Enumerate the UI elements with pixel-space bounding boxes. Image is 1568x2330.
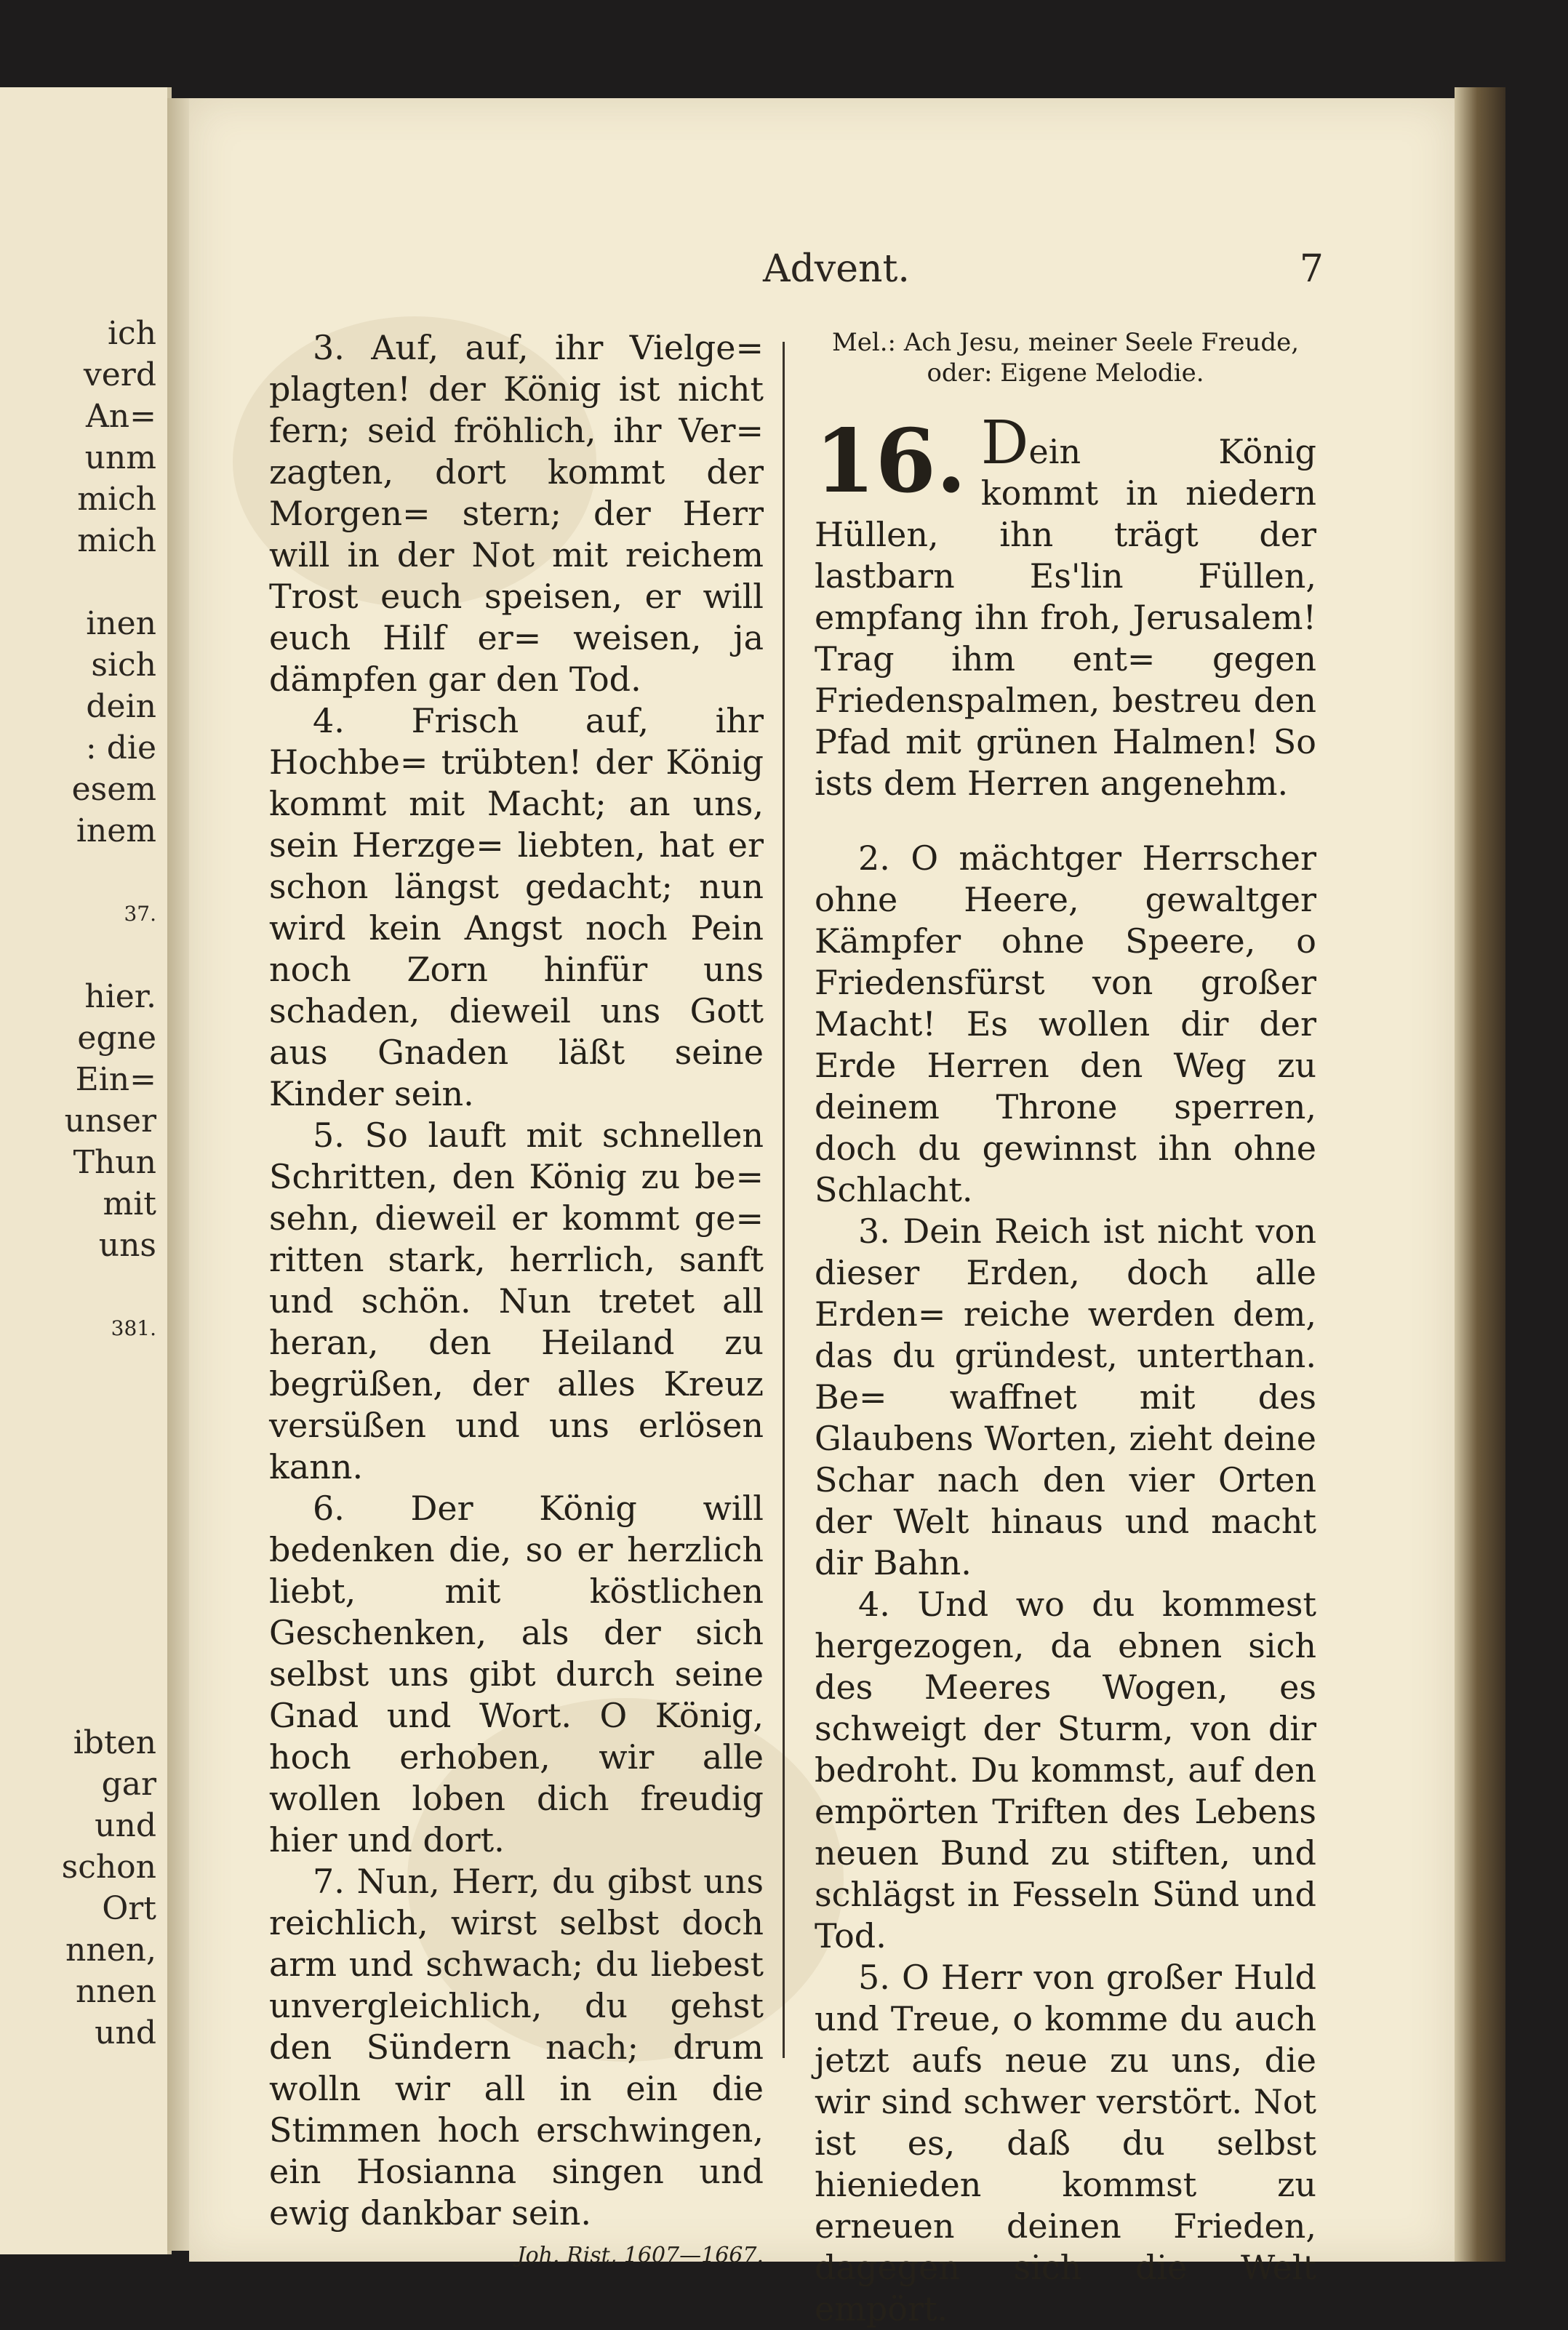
left-page-fragment: unm [84,439,156,476]
melody-alt-line: oder: Eigene Melodie. [927,359,1204,388]
hymn-verse: 3. Dein Reich ist nicht von dieser Erden, doch alle Erden= reiche werden dem, das du gründest, unterthan. Be= waffnet mit des Glaubens Worten, zieht deine Schar nach den vier Orten der Welt hinaus und macht dir Bahn. [815,1212,1316,1582]
left-page-fragment: verd [83,356,156,393]
left-page-fragment: unser [64,1102,156,1140]
hymn-author: Joh. Rist, 1607—1667. [516,2243,764,2268]
right-text-column [815,327,1316,2330]
hymn-verse: 4. Frisch auf, ihr Hochbe= trübten! der König kommt mit Macht; an uns, sein Herzge= liebten, hat er schon längst gedacht; nun wird kein Angst noch Pein noch Zorn hinfür uns schaden, dieweil uns Gott aus Gnaden läßt seine Kinder sein. [269,701,764,1113]
left-page-fragment [0,1681,156,1722]
left-page-fragment: ich [107,315,156,352]
left-page-fragment: 37. [124,902,156,926]
left-page-fragment: inen [86,605,156,642]
left-page-fragment: Ort [102,1890,156,1927]
hymn-verse: 7. Nun, Herr, du gibst uns reichlich, wirst selbst doch arm und schwach; du liebest unvergleichlich, du gehst den Sündern nach; drum wolln wir all in ein die Stimmen hoch erschwingen, ein Hosianna singen und ewig dankbar sein. [269,1862,764,2233]
left-page-fragment: Thun [73,1144,156,1181]
left-page-text-fragments [0,313,156,2054]
left-page-fragment [0,1349,156,1390]
left-page-fragment [0,1432,156,1473]
left-page-fragment [0,1473,156,1515]
hymn-number: 16. [815,410,967,513]
hymn-verse: 2. O mächtger Herrscher ohne Heere, gewaltger Kämpfer ohne Speere, o Friedensfürst von großer Macht! Es wollen dir der Erde Herren den Weg zu deinem Throne sperren, doch du gewinnst ihn ohne Schlacht. [815,838,1316,1209]
first-verse-text: ein König kommt in niedern Hüllen, ihn trägt der lastbarn Es'lin Füllen, empfang ihn froh, Jerusalem! Trag ihm ent= gegen Friedenspalmen, bestreu den Pfad mit grünen Halmen! So ists dem Herren angenehm. [815,432,1316,803]
left-page-fragment [0,1515,156,1556]
left-page-fragment: und [95,1807,156,1844]
left-page-fragment: gar [101,1766,156,1803]
left-page-fragment: schon [61,1849,156,1886]
left-page-fragment: sich [91,646,156,684]
hymn-verse: 6. Der König will bedenken die, so er herzlich liebt, mit köstlichen Geschenken, als der sich selbst uns gibt durch seine Gnad und Wort. O König, hoch erhoben, wir alle wollen loben dich freudig hier und dort. [269,1489,764,1859]
left-page-fragment [0,1556,156,1598]
left-page-fragment: ibten [73,1724,156,1761]
left-page-fragment: nnen, [65,1931,156,1969]
hymn-verse: 3. Auf, auf, ihr Vielge= plagten! der König ist nicht fern; seid fröhlich, ihr Ver= zagten, dort kommt der Morgen= stern; der Herr will in der Not mit reichem Trost euch speisen, er will euch Hilf er= weisen, ja dämpfen gar den Tod. [269,328,764,699]
left-page-fragment: uns [98,1227,156,1264]
left-page-fragment: An= [86,398,156,435]
left-page-fragment [0,1639,156,1681]
left-page-fragment: inem [76,812,156,849]
left-page-fragment [0,852,156,893]
book-binding [1455,87,1505,2262]
left-page-fragment: Ein= [75,1061,156,1098]
left-page-fragment: und [95,2014,156,2051]
left-page-fragment: hier. [84,978,156,1015]
left-text-column [269,327,764,2270]
melody-line: Mel.: Ach Jesu, meiner Seele Freude, [831,328,1300,357]
hymn-first-verse [815,409,1316,804]
left-page-fragment: dein [86,688,156,725]
column-divider [783,342,785,2058]
left-page-fragment [0,1390,156,1432]
left-page-fragment: mit [103,1185,156,1222]
left-page-fragment: mich [77,481,156,518]
left-page-fragment: nnen [75,1973,156,2010]
left-page-fragment [0,1598,156,1639]
left-page-fragment [0,934,156,976]
melody-note [815,327,1316,388]
page-number: 7 [1299,247,1324,291]
left-page-fragment: 381. [111,1316,156,1340]
page-header-title: Advent. [763,247,910,291]
hymn-verse: 4. Und wo du kommest hergezogen, da ebnen sich des Meeres Wogen, es schweigt der Sturm, von dir bedroht. Du kommst, auf den empörten Triften des Lebens neuen Bund zu stiften, und schlägst in Fesseln Sünd und Tod. [815,1585,1316,1955]
drop-cap-letter: D [980,409,1029,478]
left-page-fragment: : die [85,729,156,766]
hymn-verse: 5. So lauft mit schnellen Schritten, den König zu be= sehn, dieweil er kommt ge= ritten stark, herrlich, sanft und schön. Nun tretet all heran, den Heiland zu begrüßen, der alles Kreuz versüßen und uns erlösen kann. [269,1116,764,1486]
left-page-fragment: egne [77,1020,156,1057]
left-page-fragment: mich [77,522,156,559]
left-page-fragment [0,561,156,603]
left-page-fragment [0,1266,156,1308]
left-page-fragment: esem [71,771,156,808]
hymn-verse: 5. O Herr von großer Huld und Treue, o komme du auch jetzt aufs neue zu uns, die wir sind schwer verstört. Not ist es, daß du selbst hienieden kommst zu erneuen deinen Frieden, dagegen sich die Welt empört. [815,1958,1316,2329]
